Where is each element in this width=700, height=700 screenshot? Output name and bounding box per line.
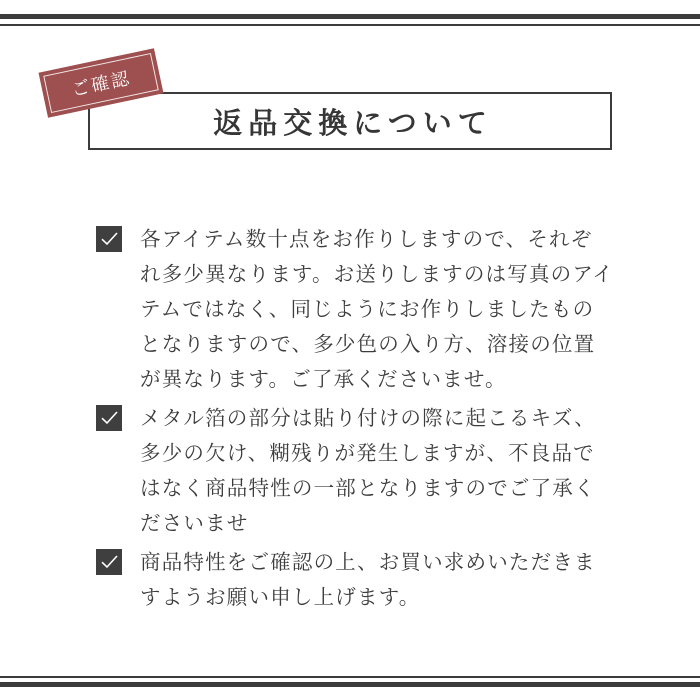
badge-label: ご確認 <box>69 67 133 100</box>
checkbox-icon <box>96 549 122 575</box>
notice-list <box>96 222 616 619</box>
bottom-rule-thin <box>0 676 700 678</box>
list-item-text: 各アイテム数十点をお作りしますので、それぞれ多少異なります。お送りしますのは写真のアイテムではなく、同じようにお作りしましたものとなりますので、多少色の入り方、溶接の位置が異なります。ご了承くださいませ。 <box>140 228 614 391</box>
list-item <box>96 222 616 397</box>
bottom-rule-thick <box>0 682 700 687</box>
list-item-text: 商品特性をご確認の上、お買い求めいただきますようお願い申し上げます。 <box>140 551 596 609</box>
list-item-text: メタル箔の部分は貼り付けの際に起こるキズ、多少の欠け、糊残りが発生しますが、不良品ではなく商品特性の一部となりますのでご了承くださいませ <box>140 407 596 535</box>
checkbox-icon <box>96 226 122 252</box>
title-frame <box>88 92 612 150</box>
list-item <box>96 401 616 541</box>
list-item <box>96 545 616 615</box>
top-rule-thick <box>0 14 700 19</box>
page-title: 返品交換について <box>213 107 493 140</box>
top-rule-thin <box>0 24 700 26</box>
checkbox-icon <box>96 405 122 431</box>
